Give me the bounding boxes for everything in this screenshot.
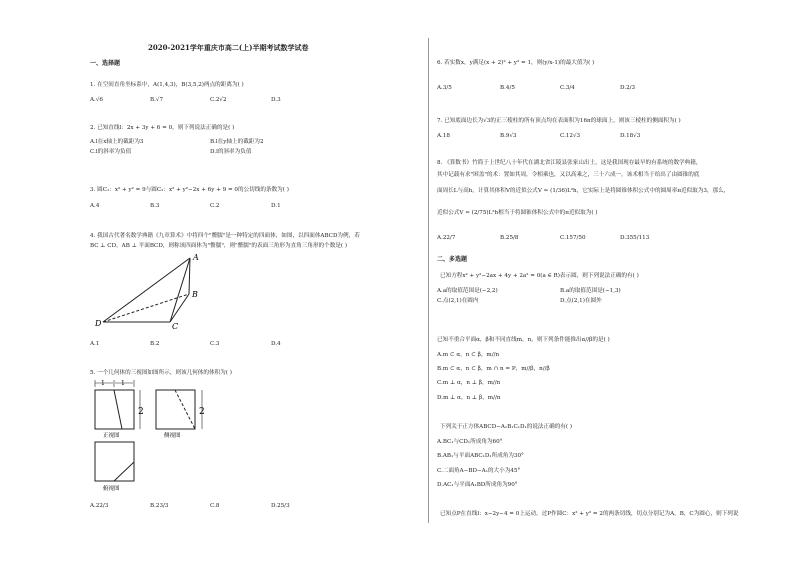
q8-stem-line1: 8. 《算数书》竹简于上世纪八十年代在湖北省江陵县张家山出土，这是我国现存最早的有系统的数学典籍，: [437, 160, 702, 166]
q8-stem-line4: 近似公式V ≈ (2/75)L²h相当于将圆锥体积公式中的π近似取为( ): [437, 210, 598, 216]
q10-opt-a: A.m ⊂ α，n ⊂ β，m//n: [437, 352, 500, 358]
dim-label-4: 2: [199, 407, 205, 417]
q1-opt-a: A.√6: [90, 97, 103, 103]
q8-stem-line3: 面周长L与高h，计算其体积V的近似公式V ≈ (1/36)L²h，它实际上是将圆锥体积公式中的圆周率π近似取为3，那么，: [437, 188, 730, 194]
q7-opt-c: C.12√3: [560, 133, 581, 139]
q8-opt-c: C.157/50: [560, 235, 586, 241]
q1-opt-c: C.2√2: [210, 97, 227, 103]
q2-opt-b: B.l在y轴上的截距为2: [210, 139, 264, 145]
view-label-front: 正视图: [103, 433, 120, 439]
q3-opt-a: A.4: [90, 203, 100, 209]
q4-opt-d: D.4: [271, 341, 281, 347]
vertex-label-d: D: [95, 319, 102, 328]
q7-opt-b: B.9√3: [500, 133, 517, 139]
q7-stem: 7. 已知底面边长为√3的正三棱柱的所有顶点均在表面积为16π的球面上，则该三棱柱的侧面积为( ): [437, 118, 681, 124]
q11-opt-a: A.BC₁与CD₁所成角为60°: [437, 439, 503, 445]
view-label-side: 侧视图: [164, 433, 181, 439]
q3-opt-b: B.3: [150, 203, 160, 209]
q4-stem-line1: 4. 我国古代著名数学典籍《九章算术》中将四个"鳖臑"是一种特定的四面体，如图，以四面体ABCD为例，若: [90, 233, 360, 239]
q6-opt-b: B.4/5: [500, 85, 515, 91]
q5-opt-d: D.25/3: [271, 503, 290, 509]
q9-opt-c: C.点(2,1)在圆内: [437, 298, 479, 304]
vertex-label-a: A: [193, 253, 199, 262]
q2-opt-c: C.l的斜率为负值: [90, 149, 132, 155]
view-label-top: 俯视图: [103, 486, 120, 492]
q4-opt-a: A.1: [90, 341, 100, 347]
q3-stem: 3. 圆C₁：x² + y² = 9与圆C₂：x² + y²−2x + 6y + 9 = 0的公切线的条数为( ): [90, 187, 289, 193]
q4-opt-b: B.2: [150, 341, 160, 347]
vertex-label-c: C: [172, 322, 179, 331]
q4-opt-c: C.3: [210, 341, 220, 347]
q5-opt-c: C.8: [210, 503, 220, 509]
q2-opt-a: A.l在x轴上的截距为3: [90, 139, 144, 145]
column-divider: [428, 38, 429, 523]
q1-opt-d: D.3: [271, 97, 281, 103]
tetrahedron-figure: [95, 250, 210, 332]
dim-label-3: 2: [138, 407, 144, 417]
q3-opt-d: D.1: [271, 203, 281, 209]
q9-stem: 已知方程x² + y²−2ax + 4y + 2a² = 0(a ∈ R)表示圆，则下列说法正确的有( ): [440, 273, 639, 279]
q7-opt-d: D.18√3: [620, 133, 641, 139]
q8-opt-a: A.22/7: [437, 235, 456, 241]
q11-opt-c: C.二面角A−BD−A₁的大小为45°: [437, 468, 521, 474]
q11-opt-d: D.AC₁与平面A₁BD所成角为90°: [437, 482, 518, 488]
q8-opt-d: D.355/113: [620, 235, 650, 241]
q11-stem: 下列关于正方体ABCD−A₁B₁C₁D₁的说法正确的有( ): [440, 424, 573, 430]
q10-opt-d: D.m ⊥ α，n ⊥ β，m//n: [437, 395, 501, 401]
q10-stem: 已知不重合平面α，β和不同直线m，n，则下列条件能推出α//β的是( ): [437, 337, 610, 343]
q5-opt-a: A.22/3: [90, 503, 109, 509]
q6-opt-d: D.2/3: [620, 85, 636, 91]
doc-title: 2020-2021学年重庆市高二(上)半期考试数学试卷: [148, 43, 309, 52]
q9-opt-a: A.a的取值范围是(−2,2): [437, 288, 498, 294]
q4-stem-line2: BC ⊥ CD，AB ⊥ 平面BCD，则称该四面体为"鳖臑"，则"鳖臑"的表面三角形为直角三角形的个数是( ): [90, 243, 348, 249]
q3-opt-c: C.2: [210, 203, 220, 209]
q6-opt-a: A.3/5: [437, 85, 452, 91]
q7-opt-a: A.18: [437, 133, 450, 139]
dim-label-2: 1: [121, 380, 125, 387]
section-multi: 二、多选题: [437, 256, 468, 263]
q10-opt-b: B.m ⊂ α，n ⊂ β，m ∩ n = P，m//β，n//β: [437, 366, 550, 372]
q1-stem: 1. 在空间直角坐标系中，A(1,4,3)，B(3,5,2)两点的距离为( ): [90, 82, 244, 88]
q1-opt-b: B.√7: [150, 97, 164, 103]
q10-opt-c: C.m ⊥ α，n ⊥ β，m//n: [437, 380, 501, 386]
q12-stem: 已知点P在直线l：x−2y−4 = 0上运动，过P作圆C：x² + y² = 2的两条切线，切点分别记为A，B，C为圆心，则下列说: [440, 511, 739, 517]
q6-opt-c: C.3/4: [560, 85, 575, 91]
section-choice: 一、选择题: [90, 60, 121, 67]
vertex-label-b: B: [192, 290, 198, 299]
q5-opt-b: B.23/3: [150, 503, 169, 509]
three-views-figure: [92, 378, 232, 498]
q6-stem: 6. 若实数x，y满足(x + 2)² + y² = 1，则(y/x-1)的最大值为( ): [437, 60, 595, 66]
q11-opt-b: B.AB₁与平面ABC₁D₁所成角为30°: [437, 453, 524, 459]
q8-opt-b: B.25/8: [500, 235, 519, 241]
q2-opt-d: D.l的斜率为负值: [210, 149, 252, 155]
q8-stem-line2: 其中记载有求"困盖"的术：置如其周，令相乘也，又以高乘之，三十六成一。该术相当于给出了由圆锥的底: [437, 172, 700, 178]
q5-stem: 5. 一个几何体的三视图如图所示，则该几何体的体积为( ): [90, 370, 232, 376]
dim-label-1: 1: [101, 380, 105, 387]
q2-stem: 2. 已知直线l：2x + 3y + 6 = 0，则下列说法正确的是( ): [90, 125, 235, 131]
q9-opt-d: D.点(2,1)在圆外: [560, 298, 602, 304]
q9-opt-b: B.a的取值范围是(−1,3): [560, 288, 621, 294]
